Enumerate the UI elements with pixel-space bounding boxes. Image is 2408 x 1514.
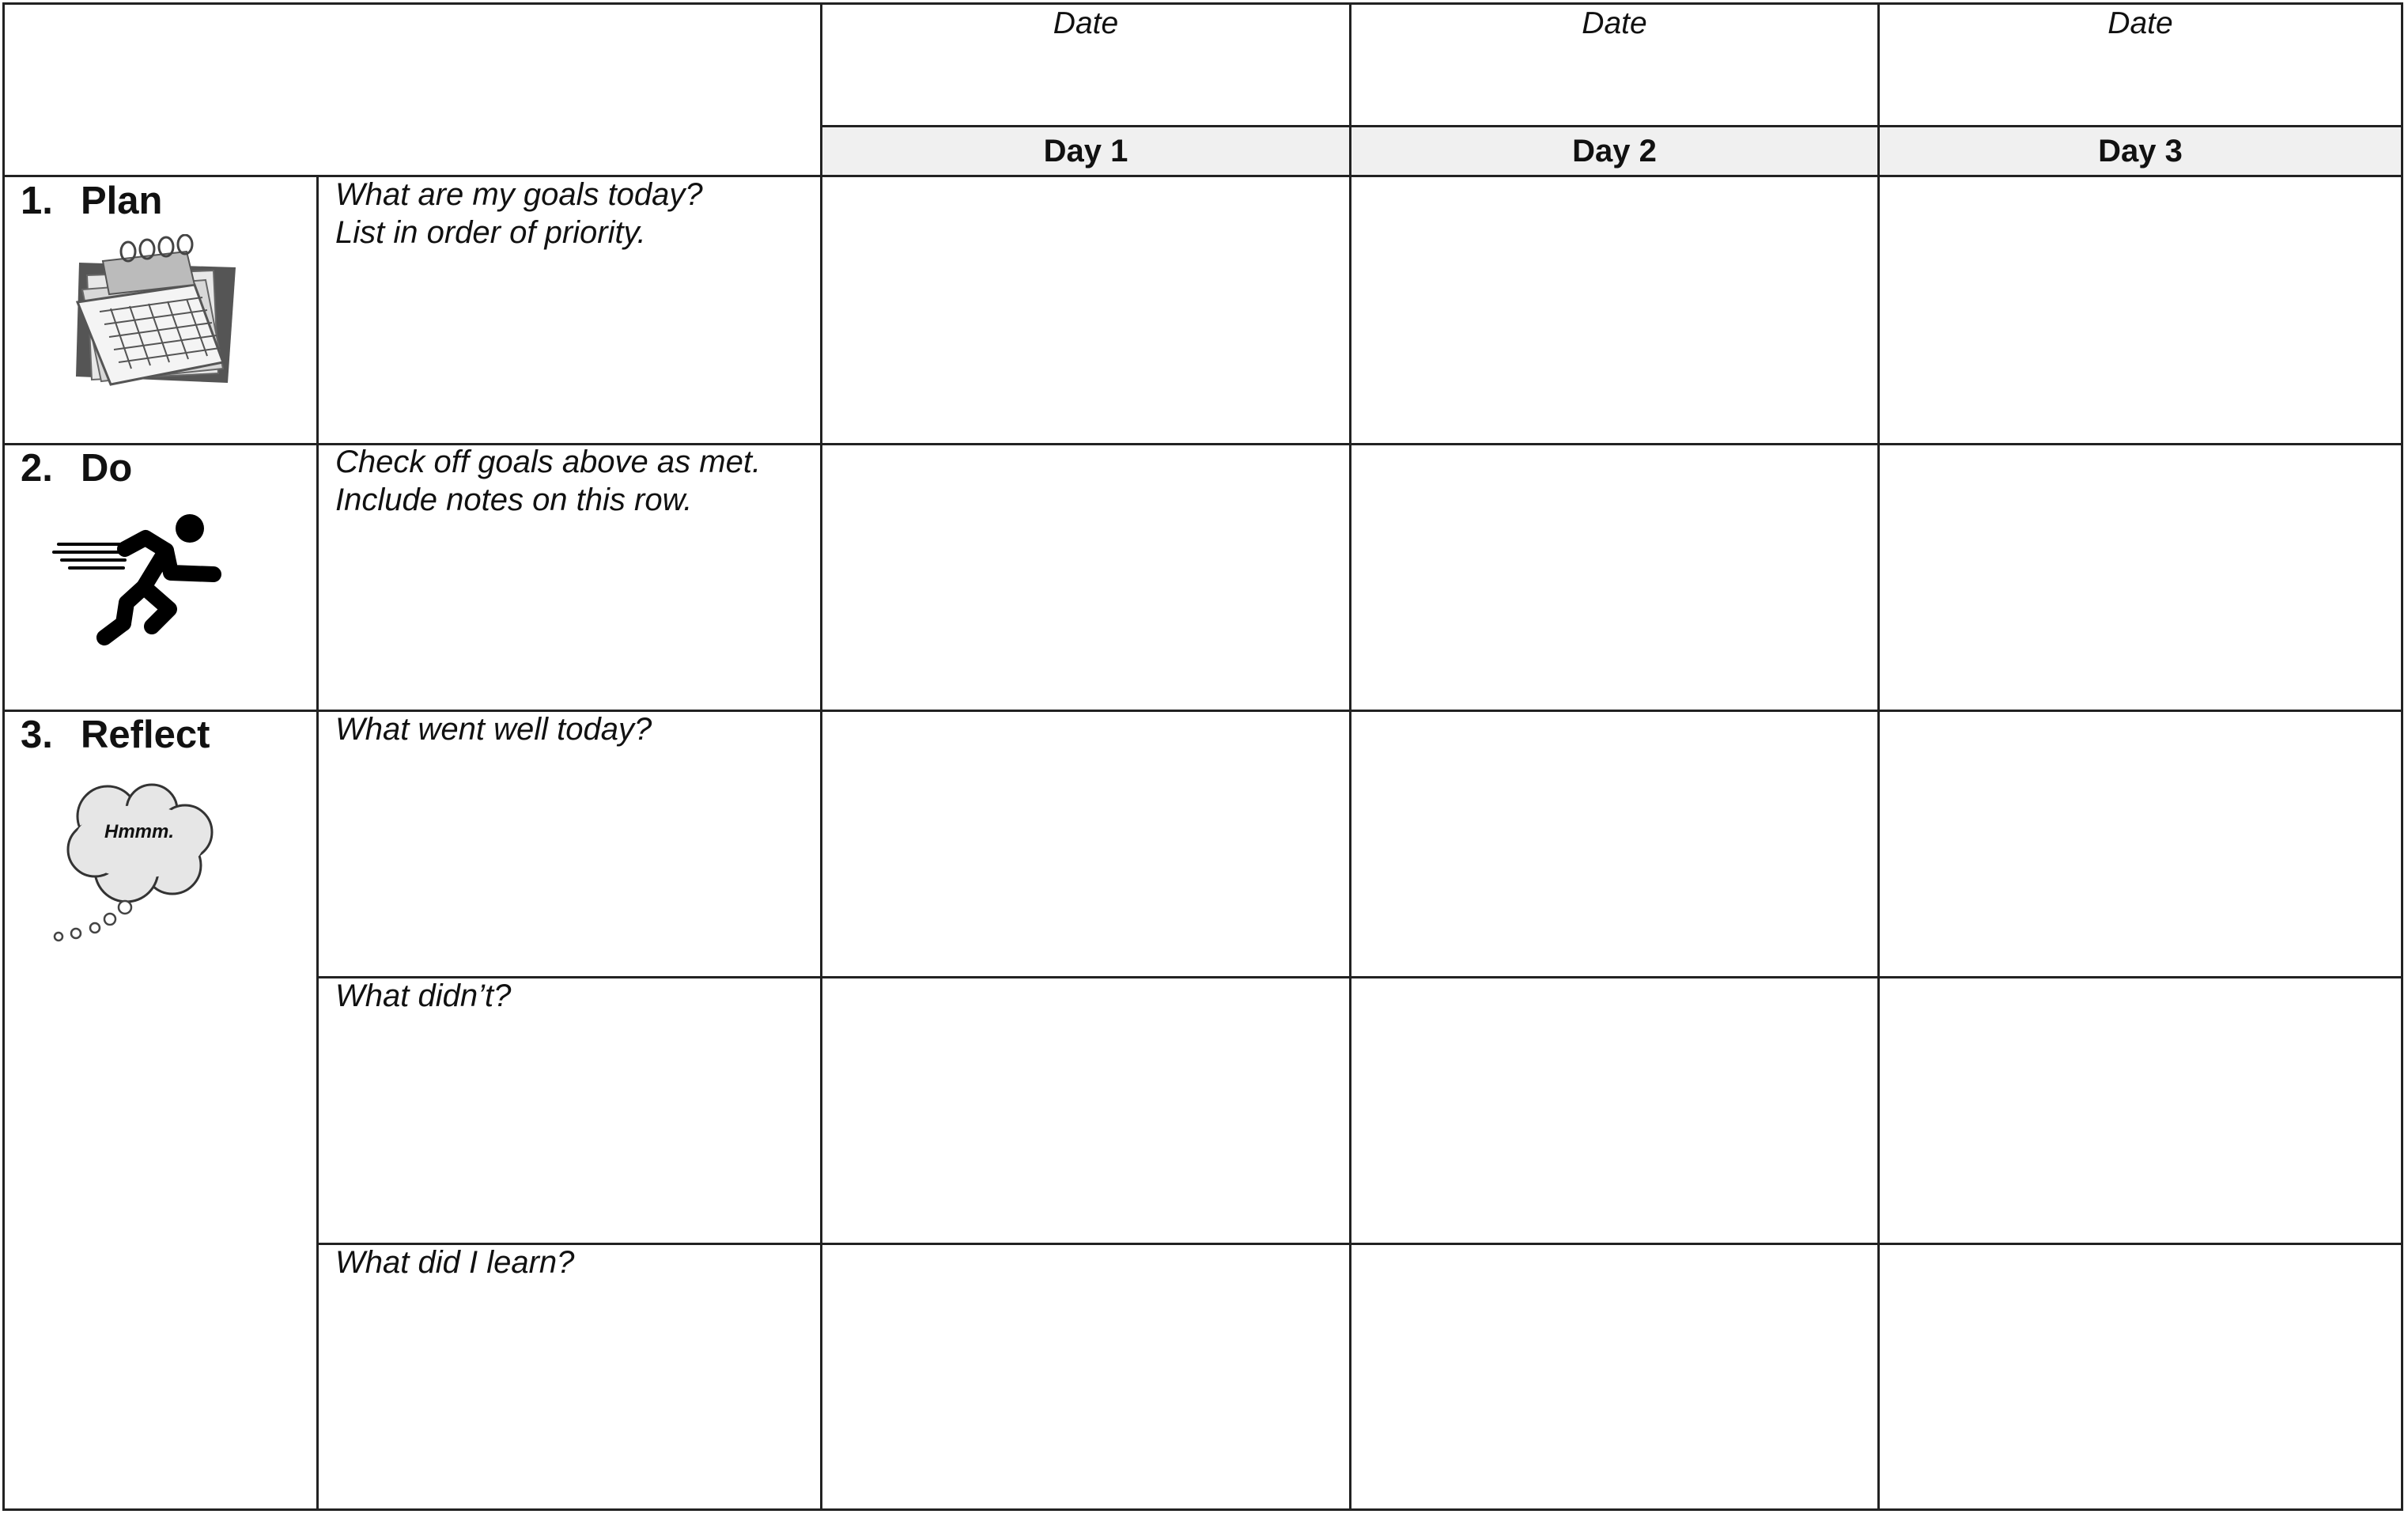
calendar-icon [55, 234, 245, 392]
stage-plan-title: Plan [81, 180, 163, 222]
plan-prompt-line-1: What are my goals today? [335, 177, 703, 212]
day2-column-divider [1349, 2, 1351, 1511]
stage-reflect-heading [21, 713, 210, 757]
do-prompt-line-1: Check off goals above as met. [335, 445, 762, 479]
reflect-didnt-prompt [335, 977, 511, 1015]
stage-reflect-title: Reflect [81, 713, 210, 756]
stage-do-title: Do [81, 447, 133, 490]
plan-prompt [335, 176, 703, 252]
reflect-went-well-prompt [335, 710, 652, 748]
stage-do-heading [21, 446, 132, 490]
table-border-left [2, 2, 5, 1511]
day2-date-label: Date [1582, 6, 1647, 40]
table-border-bottom [2, 1508, 2403, 1511]
running-person-icon [51, 509, 229, 649]
day3-date-label: Date [2107, 6, 2173, 40]
stage-reflect-number: 3. [21, 713, 53, 756]
thought-bubble-text: Hmmm. [104, 821, 175, 842]
plan-prompt-line-2: List in order of priority. [335, 215, 646, 250]
reflect-row-divider-1 [316, 976, 2402, 978]
reflect-learned-prompt [335, 1243, 574, 1281]
day1-date-label: Date [1053, 6, 1119, 40]
stage-column-divider [316, 175, 319, 1511]
thought-bubble-icon [46, 780, 244, 967]
table-border-right [2401, 2, 2403, 1511]
reflect-went-well-line: What went well today? [335, 712, 652, 747]
day2-header: Day 2 [1572, 134, 1657, 168]
day1-header: Day 1 [1043, 134, 1128, 168]
reflect-row-divider-2 [316, 1243, 2402, 1245]
stage-do-number: 2. [21, 447, 53, 490]
day1-column-divider [820, 2, 822, 1511]
stage-plan-heading [21, 179, 162, 223]
do-prompt-line-2: Include notes on this row. [335, 483, 693, 517]
reflect-didnt-line: What didn’t? [335, 978, 512, 1013]
day3-header: Day 3 [2098, 134, 2183, 168]
day3-column-divider [1877, 2, 1880, 1511]
stage-plan-number: 1. [21, 180, 53, 222]
do-prompt [335, 443, 761, 519]
reflect-learned-line: What did I learn? [335, 1245, 575, 1280]
